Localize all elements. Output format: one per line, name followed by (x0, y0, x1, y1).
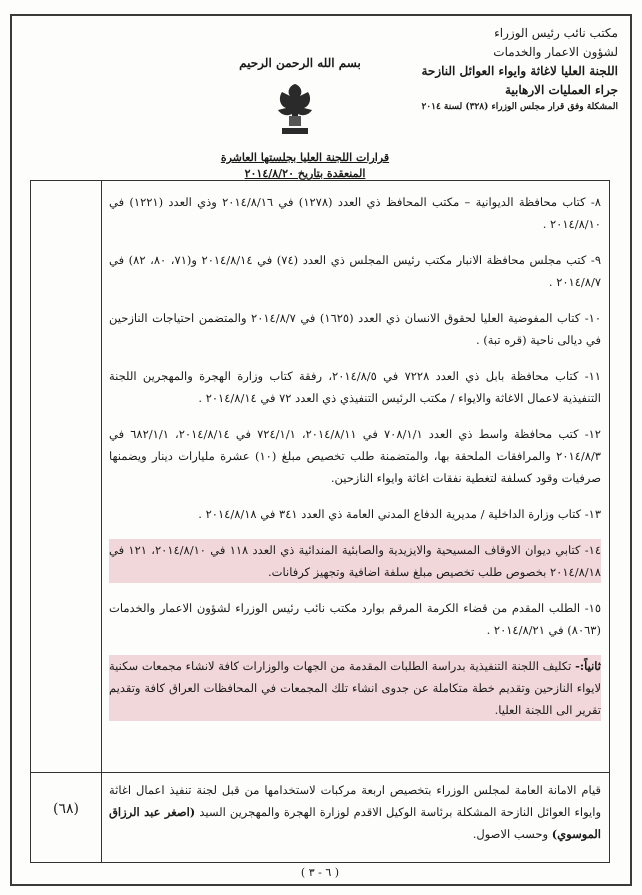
header-line-5: المشكلة وفق قرار مجلس الوزراء (٣٢٨) لسنة ٢٠١٤ (421, 102, 618, 112)
decision-68-name: (اصغر عبد الرزاق الموسوي) (109, 805, 601, 841)
list-item: ٨- كتاب محافظة الديوانية – مكتب المحافظ ذي العدد (١٢٧٨) في ٢٠١٤/٨/١٦ وذي العدد (١٢٢١) في ٢٠١٤/٨/١٠ . (109, 195, 601, 231)
list-item: ١٥- الطلب المقدم من قضاء الكرمة المرقم بوارد مكتب نائب رئيس الوزراء لشؤون الاعمار والخدمات (٨٠٦٣) في ٢٠١٤/٨/٢١ . (109, 601, 601, 637)
iraq-emblem-icon (272, 80, 318, 138)
decision-68-body: قيام الامانة العامة لمجلس الوزراء بتخصيص اربعة مركبات لاستخدامها من قبل لجنة تنفيذ اعمال اغاثة وايواء العوائل النازحة المشكلة برئاسة الوكيل الاقدم لوزارة الهجرة والمهجرين السيد (109, 783, 601, 819)
list-item: ٩- كتب مجلس محافظة الانبار مكتب رئيس المجلس ذي العدد (٧٤) في ٢٠١٤/٨/١٤ و(٧١، ٨٠، ٨٢) في ٢٠١٤/٨/٧ . (109, 253, 602, 289)
list-item: ١٠- كتاب المفوضية العليا لحقوق الانسان ذي العدد (١٦٢٥) في ٢٠١٤/٨/٧ والمتضمن احتياجات النازحين في ديالى ناحية (قره تبة) . (109, 311, 601, 347)
issuer-header (368, 24, 618, 114)
header-line-1: مكتب نائب رئيس الوزراء (494, 26, 618, 40)
list-item: ١١- كتاب محافظة بابل ذي العدد ٧٢٢٨ في ٢٠١٤/٨/٥، رفقة كتاب وزارة الهجرة والمهجرين اللجنة التنفيذية لاعمال الاغاثة والايواء / مكتب الرئيس التنفيذي ذي العدد ٧٢ في ٢٠١٤/٨/١٤ . (109, 369, 601, 405)
list-item-highlighted: ١٤- كتابي ديوان الاوقاف المسيحية والايزيدية والصابئية المندائية ذي العدد ١١٨ في ٢٠١٤/٨/١٠، ١٢١ في ٢٠١٤/٨/١٨ بخصوص طلب تخصيص مبلغ سلفة اضافية وتجهيز كرفانات. (109, 539, 601, 583)
second-text: تكليف اللجنة التنفيذية بدراسة الطلبات المقدمة من الجهات والوزارات كافة لانشاء مجمعات سكنية لايواء النازحين وتقديم خطة متكاملة عن جدوى انشاء تلك المجمعات في المحافظات العراق كافة وتقديم تقرير الى اللجنة العليا. (109, 659, 601, 717)
basmala: بسم الله الرحمن الرحيم (239, 56, 361, 70)
column-divider (101, 181, 102, 862)
list-item: ١٣- كتاب وزارة الداخلية / مديرية الدفاع المدني العامة ذي العدد ٣٤١ في ٢٠١٤/٨/١٨ . (198, 507, 601, 521)
decision-68-text (109, 779, 601, 845)
decision-number: (٦٨) (53, 801, 79, 817)
header-line-2: لشؤون الاعمار والخدمات (493, 45, 618, 59)
decisions-line-2: المنعقدة بتاريخ ٢٠١٤/٨/٢٠ (244, 167, 366, 180)
list-item: ١٢- كتب محافظة واسط ذي العدد ٧٠٨/١/١ في ٢٠١٤/٨/١١، ٧٢٤/١/١ في ٢٠١٤/٨/١٤، ٦٨٢/١/١ في ٢٠١٤/٨/٣ والمرافقات الملحقة بها، والمتضمنة طلب تخصيص مبلغ (١٠) عشرة مليارات دينار ويضمنها صرفيات وقود كسلفة لتغطية نفقات اغاثة وايواء النازحين. (109, 427, 601, 485)
decisions-title (210, 150, 400, 182)
page-number: ( ٦ - ٣ ) (300, 866, 340, 879)
second-decision (109, 655, 601, 721)
decisions-line-1: قرارات اللجنة العليا بجلستها العاشرة (220, 151, 390, 164)
decision-items (109, 191, 601, 735)
header-line-3: اللجنة العليا لاغاثة وايواء العوائل النازحة (421, 64, 618, 78)
header-line-4: جراء العمليات الارهابية (505, 83, 618, 97)
decision-68-tail: وحسب الاصول. (472, 827, 549, 841)
decisions-table (30, 180, 610, 863)
row-divider (31, 772, 609, 773)
second-label: ثانياً:- (575, 659, 601, 673)
